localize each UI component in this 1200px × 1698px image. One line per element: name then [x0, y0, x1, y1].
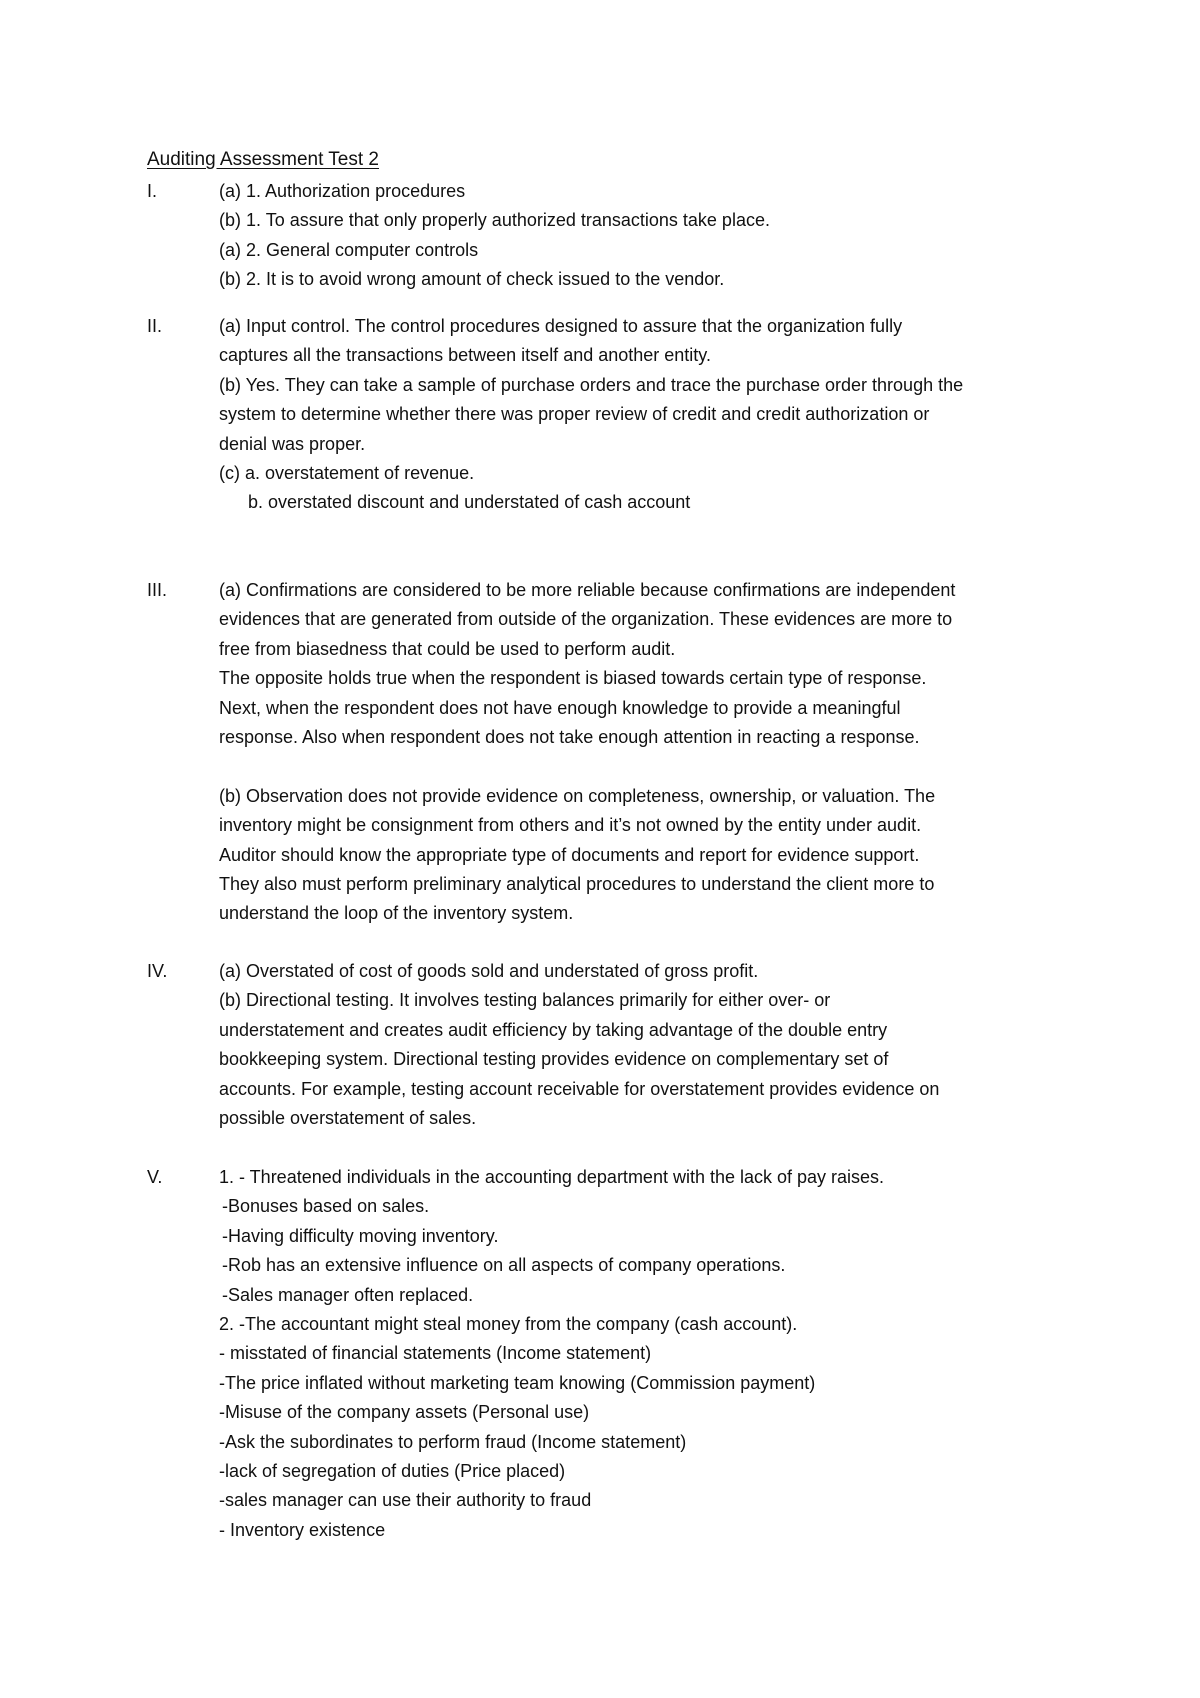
- section-body: [219, 312, 1099, 518]
- answer-line: (b) Directional testing. It involves testing balances primarily for either over- or: [219, 990, 831, 1011]
- answer-line: - misstated of financial statements (Income statement): [219, 1343, 652, 1364]
- answer-line: -Having difficulty moving inventory.: [222, 1225, 499, 1246]
- answer-line: denial was proper.: [219, 433, 366, 454]
- answer-line: free from biasedness that could be used to perform audit.: [219, 638, 676, 659]
- answer-line: (a) Overstated of cost of goods sold and understated of gross profit.: [219, 961, 759, 981]
- answer-line: evidences that are generated from outside of the organization. These evidences are more to: [219, 609, 953, 630]
- answer-line: understatement and creates audit efficiency by taking advantage of the double entry: [219, 1019, 888, 1040]
- answer-line: captures all the transactions between itself and another entity.: [219, 345, 711, 366]
- answer-line: b. overstated discount and understated of cash account: [248, 492, 691, 513]
- answer-line: 1. - Threatened individuals in the accounting department with the lack of pay raises.: [219, 1167, 885, 1187]
- answer-line: -Bonuses based on sales.: [222, 1196, 430, 1217]
- answer-line: -sales manager can use their authority to fraud: [219, 1490, 592, 1511]
- section-body: [219, 177, 1099, 295]
- section-body: [219, 957, 1099, 1133]
- answer-line: - Inventory existence: [219, 1519, 386, 1540]
- answer-line: understand the loop of the inventory system.: [219, 903, 574, 924]
- blank-line: [219, 752, 1099, 781]
- answer-line: (b) 1. To assure that only properly authorized transactions take place.: [219, 210, 770, 231]
- document-title: Auditing Assessment Test 2: [147, 149, 379, 170]
- answer-line: inventory might be consignment from others and it’s not owned by the entity under audit.: [219, 815, 922, 836]
- section-body: [219, 576, 1099, 929]
- answer-line: -Sales manager often replaced.: [222, 1284, 474, 1305]
- section-body: [219, 1163, 1099, 1545]
- section-numeral: II.: [147, 316, 163, 336]
- section-numeral: IV.: [147, 961, 168, 981]
- answer-line: system to determine whether there was proper review of credit and credit authorization or: [219, 404, 930, 425]
- answer-line: (b) Yes. They can take a sample of purchase orders and trace the purchase order through the: [219, 374, 964, 395]
- answer-line: (a) 1. Authorization procedures: [219, 181, 466, 201]
- answer-line: -lack of segregation of duties (Price placed): [219, 1460, 566, 1481]
- section-numeral: III.: [147, 580, 168, 600]
- answer-line: 2. -The accountant might steal money from the company (cash account).: [219, 1313, 798, 1334]
- answer-line: (a) Confirmations are considered to be more reliable because confirmations are independent: [219, 580, 956, 600]
- section-numeral: I.: [147, 181, 158, 201]
- answer-line: Auditor should know the appropriate type of documents and report for evidence support.: [219, 844, 920, 865]
- answer-line: -Rob has an extensive influence on all aspects of company operations.: [222, 1255, 786, 1276]
- answer-line: accounts. For example, testing account receivable for overstatement provides evidence on: [219, 1078, 940, 1099]
- answer-line: (a) 2. General computer controls: [219, 239, 479, 260]
- answer-line: -The price inflated without marketing team knowing (Commission payment): [219, 1372, 816, 1393]
- answer-line: bookkeeping system. Directional testing provides evidence on complementary set of: [219, 1049, 889, 1070]
- answer-line: (b) 2. It is to avoid wrong amount of check issued to the vendor.: [219, 269, 725, 290]
- answer-line: -Misuse of the company assets (Personal use): [219, 1402, 590, 1423]
- answer-line: possible overstatement of sales.: [219, 1107, 477, 1128]
- section-numeral: V.: [147, 1167, 163, 1187]
- answer-line: -Ask the subordinates to perform fraud (Income statement): [219, 1431, 687, 1452]
- answer-line: The opposite holds true when the respondent is biased towards certain type of response.: [219, 668, 927, 689]
- answer-line: They also must perform preliminary analytical procedures to understand the client more to: [219, 873, 935, 894]
- answer-line: Next, when the respondent does not have enough knowledge to provide a meaningful: [219, 697, 901, 718]
- answer-line: (b) Observation does not provide evidence on completeness, ownership, or valuation. The: [219, 785, 936, 806]
- answer-line: (c) a. overstatement of revenue.: [219, 462, 475, 483]
- answer-line: (a) Input control. The control procedures designed to assure that the organization fully: [219, 316, 903, 336]
- answer-line: response. Also when respondent does not take enough attention in reacting a response.: [219, 726, 920, 747]
